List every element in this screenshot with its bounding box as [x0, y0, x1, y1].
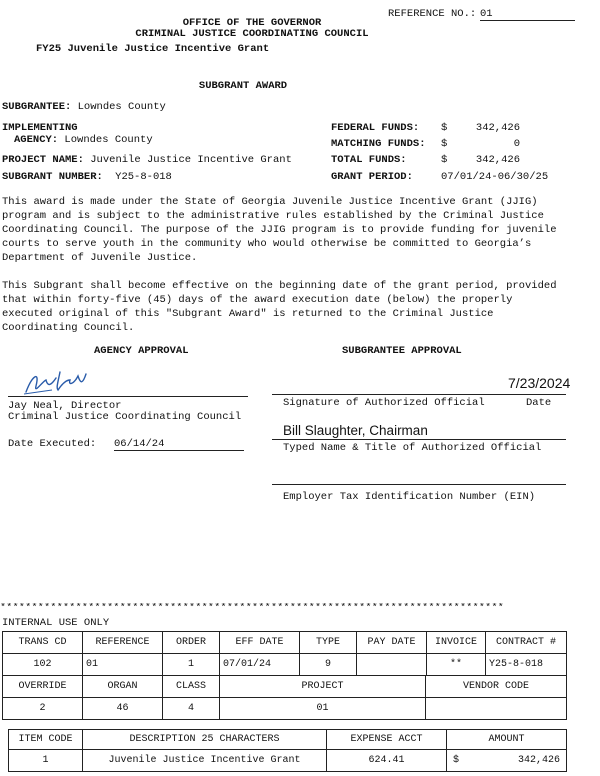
matching-funds-label: MATCHING FUNDS: [331, 138, 426, 150]
federal-funds-value: 342,426 [475, 122, 520, 134]
header-class: CLASS [163, 676, 220, 698]
cell-reference: 01 [83, 654, 163, 676]
internal-use-label: INTERNAL USE ONLY [2, 617, 110, 629]
subgrantee-label: SUBGRANTEE: [2, 101, 72, 113]
cell-organ: 46 [83, 698, 163, 720]
project-name-label: PROJECT NAME: [2, 154, 84, 166]
header-project: PROJECT [220, 676, 426, 698]
header-amount: AMOUNT [447, 730, 567, 750]
header-type: TYPE [300, 632, 357, 654]
cell-item-code: 1 [9, 750, 83, 772]
implementing-label: IMPLEMENTING [2, 122, 78, 134]
ein-label: Employer Tax Identification Number (EIN) [283, 491, 536, 503]
expense-header-row [9, 730, 567, 750]
cell-contract: Y25-8-018 [486, 654, 567, 676]
header-pay-date: PAY DATE [357, 632, 427, 654]
header-order: ORDER [163, 632, 220, 654]
total-funds-value: 342,426 [475, 154, 520, 166]
header-reference: REFERENCE [83, 632, 163, 654]
federal-funds-label: FEDERAL FUNDS: [331, 122, 420, 134]
cell-expense-acct: 624.41 [327, 750, 447, 772]
grant-period-label: GRANT PERIOD: [331, 171, 413, 183]
agency-row [14, 134, 153, 146]
cell-vendor-code [426, 698, 567, 720]
ein-line [272, 484, 566, 485]
separator-stars: ******************************************************************************** [0, 603, 505, 614]
total-funds-label: TOTAL FUNDS: [331, 154, 407, 166]
matching-funds-value: 0 [513, 138, 520, 150]
typed-name-line [272, 439, 566, 440]
expense-value-row [9, 750, 567, 772]
amount-currency: $ [453, 755, 460, 766]
cell-amount [447, 750, 567, 772]
reference-label: REFERENCE NO.: [388, 8, 477, 20]
project-name-value: Juvenile Justice Incentive Grant [90, 154, 292, 166]
cell-pay-date [357, 654, 427, 676]
header-trans-cd: TRANS CD [3, 632, 83, 654]
header-invoice: INVOICE [427, 632, 486, 654]
header-item-code: ITEM CODE [9, 730, 83, 750]
cell-trans-cd: 102 [3, 654, 83, 676]
director-name: Jay Neal, Director [8, 400, 122, 412]
date-executed-label: Date Executed: [8, 438, 97, 450]
typed-name: Bill Slaughter, Chairman [283, 423, 428, 438]
header-vendor-code: VENDOR CODE [426, 676, 567, 698]
coding-header-row [3, 676, 567, 698]
director-org: Criminal Justice Coordinating Council [8, 411, 242, 423]
coding-value-row [3, 698, 567, 720]
subgrantee-value: Lowndes County [77, 101, 166, 113]
document-title: SUBGRANT AWARD [198, 80, 288, 92]
cell-project: 01 [220, 698, 426, 720]
header-description: DESCRIPTION 25 CHARACTERS [83, 730, 327, 750]
federal-funds-currency: $ [441, 122, 448, 134]
coding-table [2, 675, 567, 720]
expense-table [8, 729, 567, 772]
date-executed-field [114, 438, 244, 451]
grant-period-value: 07/01/24-06/30/25 [441, 171, 549, 183]
date-label: Date [526, 397, 552, 409]
header-organ: ORGAN [83, 676, 163, 698]
matching-funds-currency: $ [441, 138, 448, 150]
transaction-header-row [3, 632, 567, 654]
award-paragraph: This award is made under the State of Georgia Juvenile Justice Incentive Grant (JJIG) program and is subject to the administrative rules established by the Criminal Justice Coordinating Council. The purpose of the JJIG program is to provide funding for juvenile courts to serve youth in the community who would otherwise be committed to Georgia’s Department of Juvenile Justice. [2, 196, 557, 264]
transaction-value-row [3, 654, 567, 676]
signature-label: Signature of Authorized Official [283, 397, 485, 409]
subgrant-number-label: SUBGRANT NUMBER: [2, 171, 103, 183]
cell-invoice: ** [427, 654, 486, 676]
header-contract: CONTRACT # [486, 632, 567, 654]
project-name-row [2, 154, 292, 166]
cell-description: Juvenile Justice Incentive Grant [83, 750, 327, 772]
agency-approval-heading: AGENCY APPROVAL [94, 345, 189, 357]
header-expense-acct: EXPENSE ACCT [327, 730, 447, 750]
agency-value: Lowndes County [64, 134, 153, 146]
grant-title: FY25 Juvenile Justice Incentive Grant [36, 43, 270, 55]
header-eff-date: EFF DATE [220, 632, 300, 654]
typed-name-label: Typed Name & Title of Authorized Official [283, 442, 542, 454]
director-signature-line [8, 396, 248, 397]
cell-override: 2 [3, 698, 83, 720]
signed-date: 7/23/2024 [508, 375, 571, 391]
cell-eff-date: 07/01/24 [220, 654, 300, 676]
subgrantee-row [2, 101, 166, 113]
authorized-signature-line [272, 394, 566, 395]
cell-class: 4 [163, 698, 220, 720]
header-council: CRIMINAL JUSTICE COORDINATING COUNCIL [135, 28, 369, 40]
reference-value: 01 [480, 8, 493, 20]
total-funds-currency: $ [441, 154, 448, 166]
director-signature [22, 368, 92, 398]
header-override: OVERRIDE [3, 676, 83, 698]
header-office: OFFICE OF THE GOVERNOR [182, 17, 322, 29]
date-executed-value: 06/14/24 [114, 438, 165, 450]
agency-label: AGENCY: [14, 134, 59, 146]
subgrant-number-row [2, 171, 172, 183]
effective-paragraph: This Subgrant shall become effective on the beginning date of the grant period, provided that within forty-five (45) days of the award execution date (below) the properly executed original of this "Subgrant Award" is returned to the Criminal Justice Coordinating Council. [2, 280, 557, 334]
transaction-table [2, 631, 567, 676]
amount-value: 342,426 [517, 755, 560, 766]
cell-type: 9 [300, 654, 357, 676]
subgrantee-approval-heading: SUBGRANTEE APPROVAL [342, 345, 462, 357]
cell-order: 1 [163, 654, 220, 676]
subgrant-number-value: Y25-8-018 [115, 171, 172, 183]
